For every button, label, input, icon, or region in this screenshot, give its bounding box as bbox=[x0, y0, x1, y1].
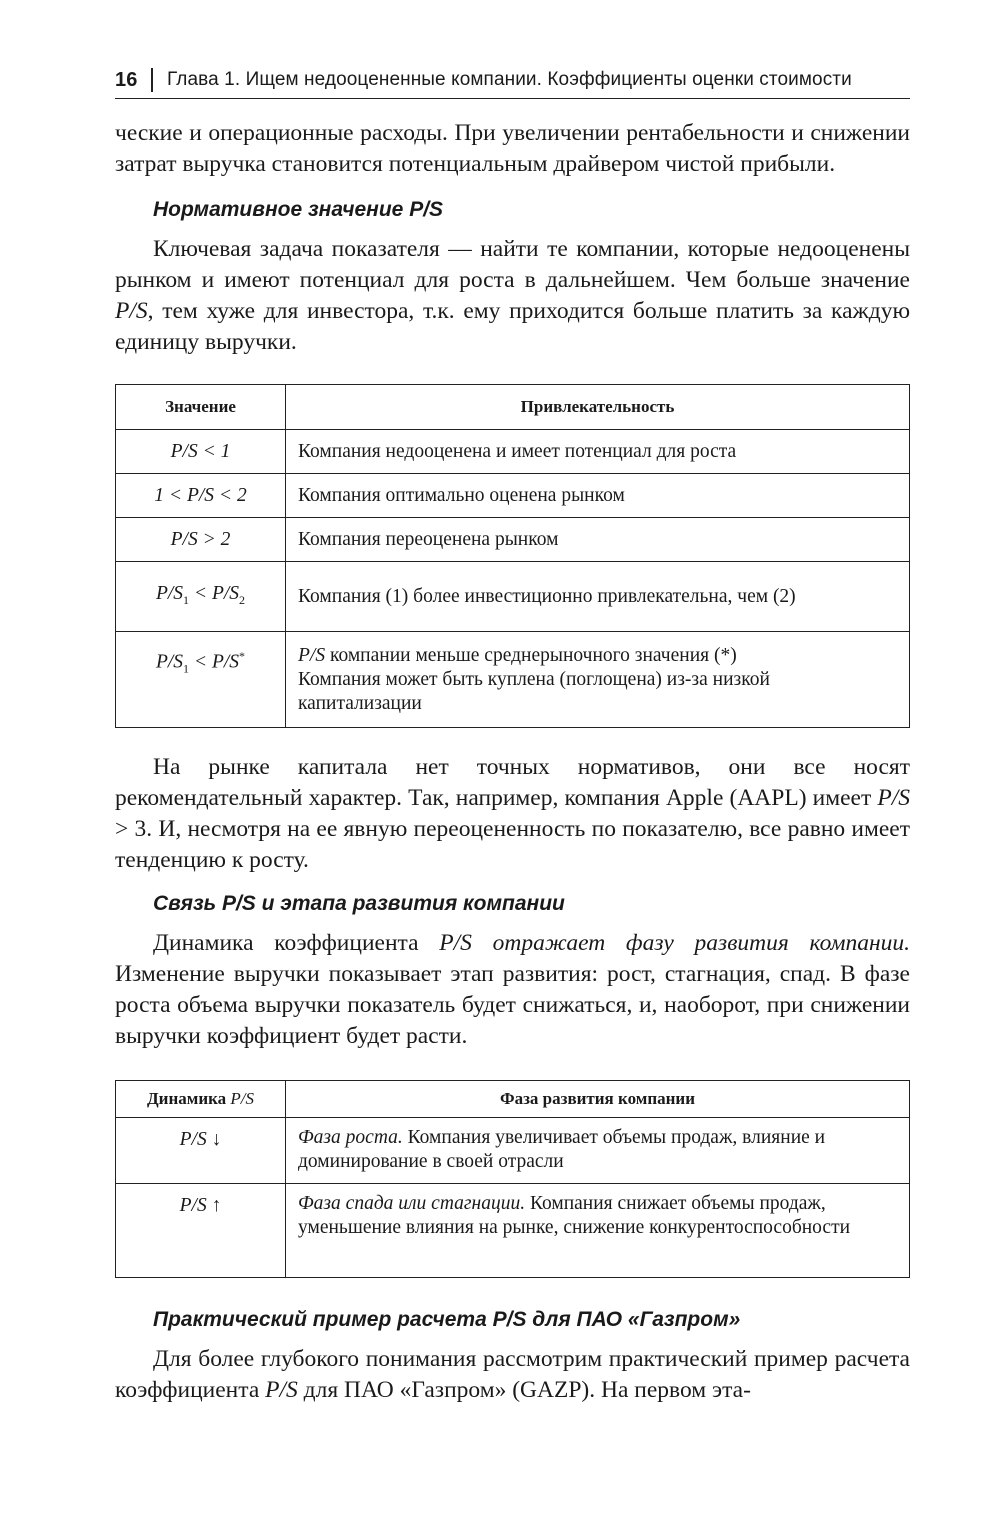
table-row bbox=[116, 1184, 910, 1278]
table-cell-desc: Компания оптимально оценена рынком bbox=[286, 474, 910, 518]
section-heading-example: Практический пример расчета P/S для ПАО «Газпром» bbox=[153, 1308, 741, 1331]
table-cell-desc: Фаза спада или стагнации. Компания снижает объемы продаж, уменьшение влияния на рынке, снижение конкурентоспособности bbox=[286, 1184, 910, 1278]
table-header-row bbox=[116, 385, 910, 430]
table-cell-value: P/S > 2 bbox=[116, 518, 286, 562]
table-header-row bbox=[116, 1081, 910, 1118]
column-header: Динамика P/S bbox=[116, 1081, 286, 1118]
table-row bbox=[116, 562, 910, 632]
section1-paragraph: Ключевая задача показателя — найти те компании, которые недооценены рынком и имеют потенциал для роста в дальнейшем. Чем больше значение P/S, тем хуже для инвестора, т.к. ему приходится больше платить за каждую единицу выручки. bbox=[115, 236, 910, 355]
table-cell-desc: Фаза роста. Компания увеличивает объемы продаж, влияние и доминирование в своей отрасли bbox=[286, 1118, 910, 1184]
section-heading-normative: Нормативное значение P/S bbox=[153, 198, 444, 221]
table-cell-value: $P/S_1 < P/S_2$ bbox=[116, 562, 286, 632]
table-cell-desc: Компания переоценена рынком bbox=[286, 518, 910, 562]
table-cell-desc: Компания недооценена и имеет потенциал для роста bbox=[286, 430, 910, 474]
chapter-title: Глава 1. Ищем недооцененные компании. Коэффициенты оценки стоимости bbox=[166, 69, 852, 90]
page-number: 16 bbox=[115, 68, 138, 91]
column-header: Привлекательность bbox=[286, 385, 910, 430]
section2-paragraph: Динамика коэффициента P/S отражает фазу развития компании. Изменение выручки показывает этап развития: рост, стагнация, спад. В фазе роста объема выручки показатель будет снижаться, и, наоборот, при снижении выручки коэффициент будет расти. bbox=[115, 930, 910, 1049]
intro-paragraph: ческие и операционные расходы. При увеличении рентабельности и снижении затрат выручка становится потенциальным драйвером чистой прибыли. bbox=[115, 120, 910, 177]
column-header: Значение bbox=[116, 385, 286, 430]
section-heading-lifecycle: Связь P/S и этапа развития компании bbox=[153, 892, 565, 915]
table-cell-value: $P/S_1 < P/S^*$ bbox=[116, 632, 286, 728]
table-row bbox=[116, 1118, 910, 1184]
table-row bbox=[116, 430, 910, 474]
paragraph-market: На рынке капитала нет точных нормативов, они все носят рекомендательный характер. Так, например, компания Apple (AAPL) имеет P/S > 3. И, несмотря на ее явную переоцененность по показателю, все равно имеет тенденцию к росту. bbox=[115, 754, 910, 873]
table-cell-value: 1 < P/S < 2 bbox=[116, 474, 286, 518]
table-cell-value: P/S ↓ bbox=[116, 1118, 286, 1184]
table-cell-value: P/S < 1 bbox=[116, 430, 286, 474]
table-cell-desc: Компания (1) более инвестиционно привлекательна, чем (2) bbox=[286, 562, 910, 632]
table-row bbox=[116, 474, 910, 518]
column-header: Фаза развития компании bbox=[286, 1081, 910, 1118]
section3-paragraph: Для более глубокого понимания рассмотрим практический пример расчета коэффициента P/S для ПАО «Газпром» (GAZP). На первом эта- bbox=[115, 1346, 910, 1403]
table-row bbox=[116, 632, 910, 728]
running-header bbox=[115, 62, 910, 99]
table-row bbox=[116, 518, 910, 562]
header-divider bbox=[151, 68, 153, 92]
page-content bbox=[115, 118, 910, 1406]
lifecycle-table bbox=[115, 1080, 910, 1278]
table-cell-desc: P/S компании меньше среднерыночного значения (*) Компания может быть куплена (поглощена) из-за низкой капитализации bbox=[286, 632, 910, 728]
normative-values-table bbox=[115, 384, 910, 728]
table-cell-value: P/S ↑ bbox=[116, 1184, 286, 1278]
